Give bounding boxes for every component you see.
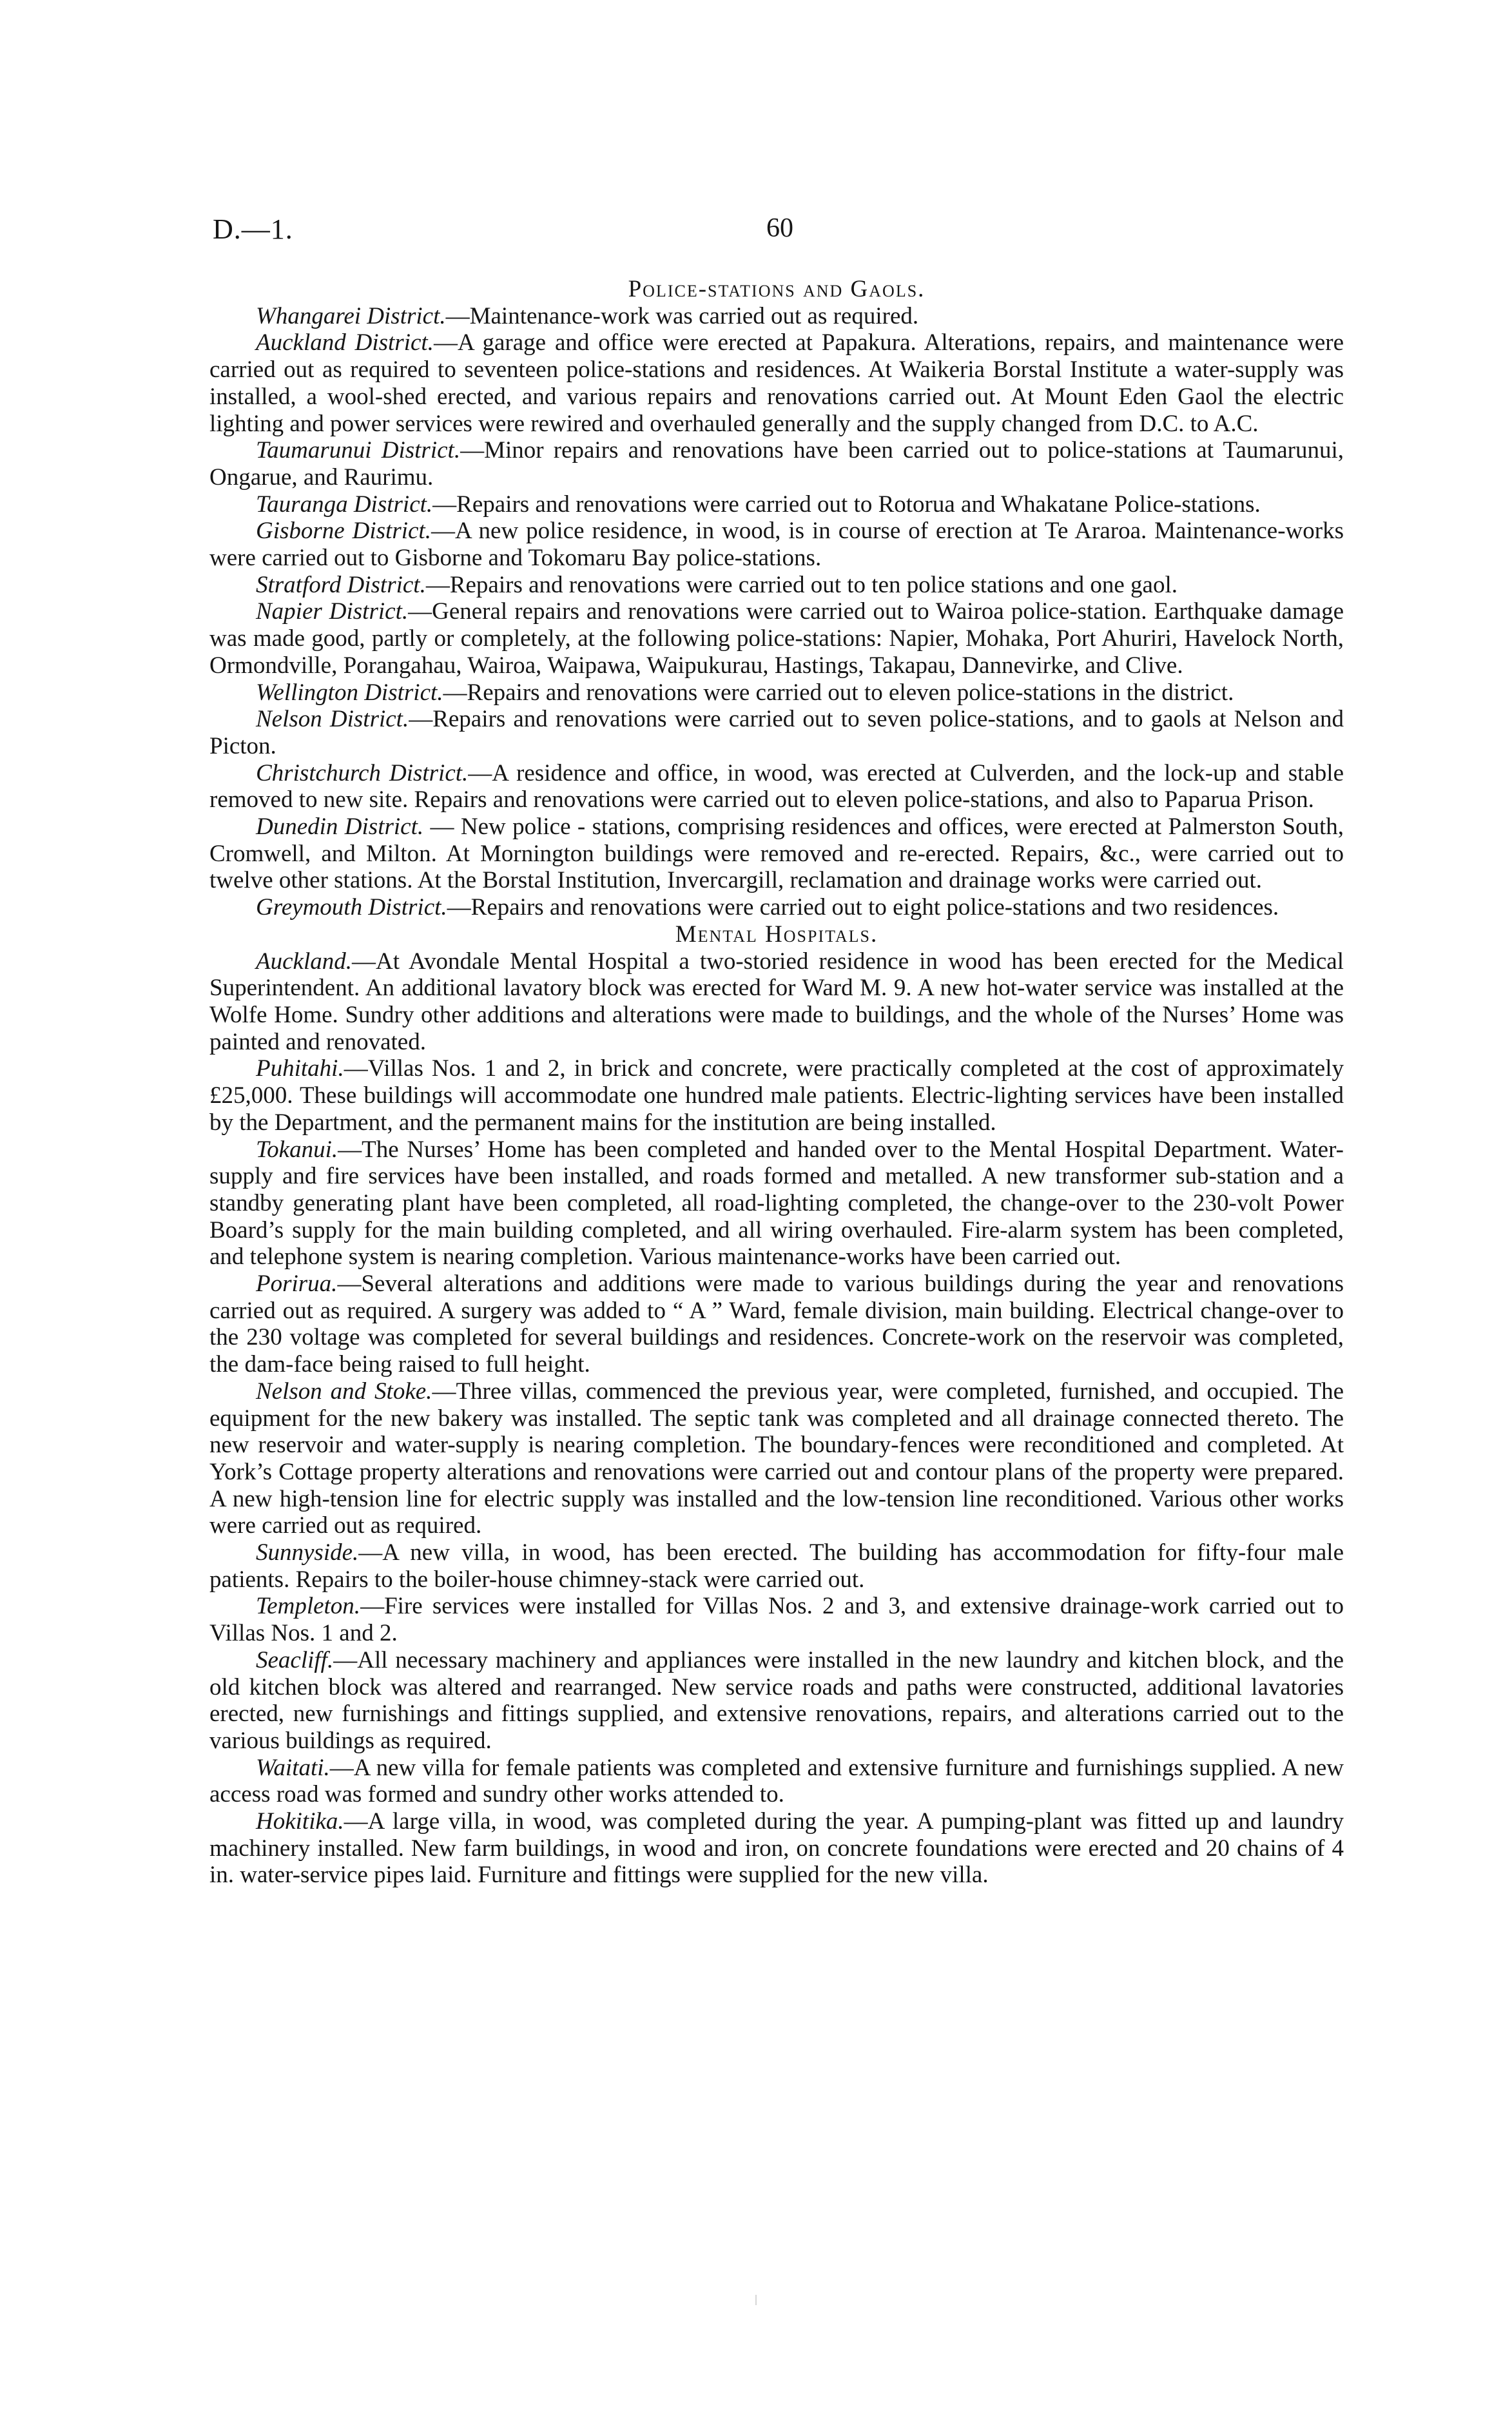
paragraph-entry: [209, 329, 1344, 437]
entry-title: Seacliff.: [256, 1646, 334, 1673]
entry-text: —Repairs and renovations were carried out to eleven police-stations in the district.: [443, 679, 1234, 706]
paragraph-entry: [209, 679, 1344, 706]
page-header: [213, 213, 1347, 251]
paragraph-entry: [209, 1808, 1344, 1889]
paragraph-entry: [209, 598, 1344, 679]
entry-text: —Minor repairs and renovations have been carried out to police-stations at Taumarunui, Ongarue, and Raurimu.: [209, 437, 1344, 491]
entry-title: Wellington District.: [256, 679, 443, 706]
entry-text: —All necessary machinery and appliances were installed in the new laundry and kitchen block, and the old kitchen block was altered and rearranged. New service roads and paths were constructed, additional lavatories erected, new furnishings and fittings supplied, and extensive renovations, repairs, and alterations carried out to the various buildings as required.: [209, 1646, 1344, 1754]
entry-title: Templeton.: [256, 1593, 361, 1620]
entry-text: —The Nurses’ Home has been completed and handed over to the Mental Hospital Department. Water-supply and fire services have been installed, and roads formed and metalled. A new transformer sub-station and a standby generating plant have been completed, all road-lighting completed, the change-over to the 230-volt Power Board’s supply for the main building completed, and all wiring overhauled. Fire-alarm system has been completed, and telephone system is nearing completion. Various maintenance-works have been carried out.: [209, 1136, 1344, 1271]
entry-title: Sunnyside.: [256, 1539, 359, 1566]
entry-title: Hokitika.: [256, 1808, 344, 1835]
page-number: 60: [766, 213, 793, 243]
entry-title: Nelson and Stoke.: [256, 1378, 432, 1405]
entry-title: Tauranga District.: [256, 491, 433, 518]
entry-text: —Repairs and renovations were carried out to ten police stations and one gaol.: [425, 571, 1178, 598]
entry-text: —A new police residence, in wood, is in course of erection at Te Araroa. Maintenance-works were carried out to Gisborne and Tokomaru Bay police-stations.: [209, 518, 1344, 572]
document-body: [209, 276, 1344, 1889]
paragraph-entry: [209, 894, 1344, 921]
entry-text: —A new villa for female patients was completed and extensive furniture and furnishings supplied. A new access road was formed and sundry other works attended to.: [209, 1754, 1344, 1808]
entry-title: Christchurch District.: [256, 759, 469, 786]
paragraph-entry: [209, 518, 1344, 571]
entry-text: —Villas Nos. 1 and 2, in brick and concrete, were practically completed at the cost of approximately £25,000. These buildings will accommodate one hundred male patients. Electric-lighting services have been installed by the Department, and the permanent mains for the institution are being installed.: [209, 1055, 1344, 1136]
paragraph-entry: [209, 1593, 1344, 1646]
entry-title: Nelson District.: [256, 706, 409, 733]
entry-title: Stratford District.: [256, 571, 426, 598]
paragraph-entry: [209, 1755, 1344, 1808]
page-mark: [755, 2295, 757, 2305]
paragraph-entry: [209, 1539, 1344, 1593]
paragraph-entry: [209, 491, 1344, 518]
entry-text: —A garage and office were erected at Papakura. Alterations, repairs, and maintenance were carried out as required to seventeen police-stations and residences. At Waikeria Borstal Institute a water-supply was installed, a wool-shed erected, and various repairs and renovations carried out. At Mount Eden Gaol the electric lighting and power services were rewired and overhauled generally and the supply changed from D.C. to A.C.: [209, 329, 1344, 437]
entry-text: —A residence and office, in wood, was erected at Culverden, and the lock-up and stable removed to new site. Repairs and renovations were carried out to eleven police-stations, and also to Paparua Prison.: [209, 759, 1344, 814]
section-heading: Mental Hospitals.: [675, 921, 878, 948]
document-reference: D.—1.: [213, 213, 293, 245]
paragraph-entry: [209, 948, 1344, 1056]
paragraph-entry: [209, 1647, 1344, 1755]
entry-text: — New police - stations, comprising residences and offices, were erected at Palmerston South, Cromwell, and Milton. At Mornington buildings were removed and re-erected. Repairs, &c., were carried out to twelve other stations. At the Borstal Institution, Invercargill, reclamation and drainage works were carried out.: [209, 814, 1344, 894]
paragraph-entry: [209, 1055, 1344, 1136]
entry-text: —At Avondale Mental Hospital a two-storied residence in wood has been erected for the Medical Superintendent. An additional lavatory block was erected for Ward M. 9. A new hot-water service was installed at the Wolfe Home. Sundry other additions and alterations were made to buildings, and the whole of the Nurses’ Home was painted and renovated.: [209, 948, 1344, 1055]
entry-title: Dunedin District.: [256, 814, 424, 841]
entry-text: —Repairs and renovations were carried out to seven police-stations, and to gaols at Nelson and Picton.: [209, 706, 1344, 759]
entry-text: —Several alterations and additions were made to various buildings during the year and renovations carried out as required. A surgery was added to “ A ” Ward, female division, main building. Electrical change-over to the 230 voltage was completed for several buildings and residences. Concrete-work on the reservoir was completed, the dam-face being raised to full height.: [209, 1271, 1344, 1378]
paragraph-entry: [209, 814, 1344, 894]
entry-title: Puhitahi.: [256, 1055, 344, 1082]
entry-title: Tokanui.: [256, 1136, 338, 1163]
entry-title: Napier District.: [256, 598, 409, 625]
entry-text: —A new villa, in wood, has been erected. The building has accommodation for fifty-four male patients. Repairs to the boiler-house chimney-stack were carried out.: [209, 1539, 1344, 1593]
paragraph-entry: [209, 437, 1344, 491]
entry-title: Greymouth District.: [256, 894, 447, 921]
entry-text: —Repairs and renovations were carried out to eight police-stations and two residences.: [447, 894, 1279, 921]
paragraph-entry: [209, 1378, 1344, 1539]
entry-text: —Three villas, commenced the previous year, were completed, furnished, and occupied. The equipment for the new bakery was installed. The septic tank was completed and all drainage connected thereto. The new reservoir and water-supply is nearing completion. The boundary-fences were reconditioned and completed. At York’s Cottage property alterations and renovations were carried out and contour plans of the property were prepared. A new high-tension line for electric supply was installed and the low-tension line reconditioned. Various other works were carried out as required.: [209, 1378, 1344, 1539]
entry-title: Waitati.: [256, 1754, 330, 1781]
entry-text: —A large villa, in wood, was completed during the year. A pumping-plant was fitted up and laundry machinery installed. New farm buildings, in wood and iron, on concrete foundations were erected and 20 chains of 4 in. water-service pipes laid. Furniture and fittings were supplied for the new villa.: [209, 1808, 1344, 1889]
entry-text: —General repairs and renovations were carried out to Wairoa police-station. Earthquake damage was made good, partly or completely, at the following police-stations: Napier, Mohaka, Port Ahuriri, Havelock North, Ormondville, Porangahau, Wairoa, Waipawa, Waipukurau, Hastings, Takapau, Dannevirke, and Clive.: [209, 598, 1344, 679]
entry-title: Porirua.: [256, 1271, 338, 1298]
section-heading: Police-stations and Gaols.: [628, 276, 926, 302]
entry-title: Taumarunui District.: [256, 437, 461, 464]
paragraph-entry: [209, 1271, 1344, 1378]
entry-title: Whangarei District.: [256, 302, 446, 329]
paragraph-entry: [209, 303, 1344, 330]
paragraph-entry: [209, 706, 1344, 759]
entry-text: —Maintenance-work was carried out as required.: [445, 302, 919, 329]
paragraph-entry: [209, 760, 1344, 814]
entry-text: —Fire services were installed for Villas Nos. 2 and 3, and extensive drainage-work carried out to Villas Nos. 1 and 2.: [209, 1593, 1344, 1647]
entry-text: —Repairs and renovations were carried out to Rotorua and Whakatane Police-stations.: [432, 491, 1261, 518]
entry-title: Gisborne District.: [256, 518, 431, 545]
entry-title: Auckland.: [256, 948, 352, 975]
entry-title: Auckland District.: [256, 329, 434, 356]
paragraph-entry: [209, 572, 1344, 599]
paragraph-entry: [209, 1136, 1344, 1271]
